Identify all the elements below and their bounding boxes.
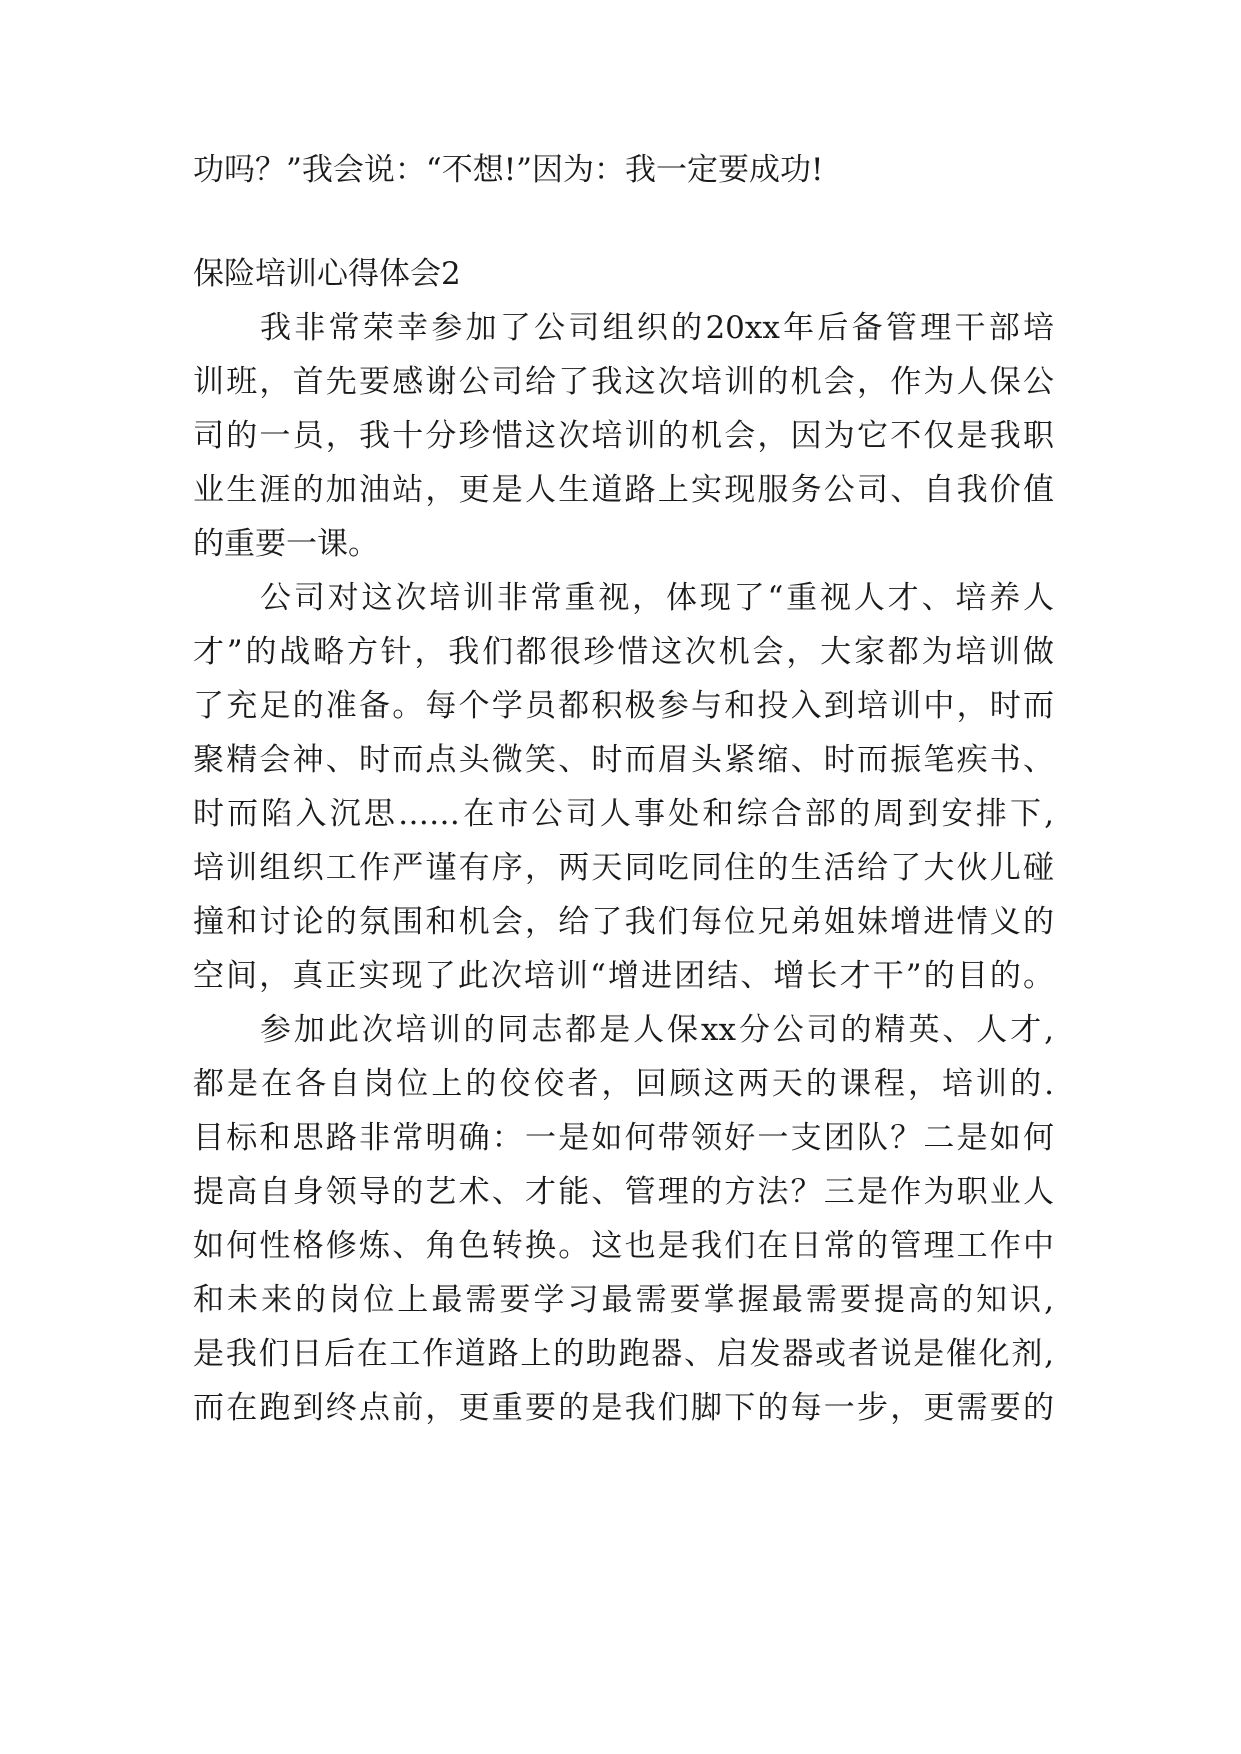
paragraph-line: 撞和讨论的氛围和机会，给了我们每位兄弟姐妹增进情义的 (193, 904, 1054, 940)
paragraph-line: 而在跑到终点前，更重要的是我们脚下的每一步，更需要的 (193, 1390, 1054, 1426)
paragraph-line: 了充足的准备。每个学员都积极参与和投入到培训中，时而 (193, 688, 1054, 724)
paragraph-line: 都是在各自岗位上的佼佼者，回顾这两天的课程，培训的. (193, 1066, 1054, 1102)
paragraph-line: 业生涯的加油站，更是人生道路上实现服务公司、自我价值 (193, 472, 1054, 508)
paragraph-line: 目标和思路非常明确：一是如何带领好一支团队？二是如何 (193, 1120, 1054, 1156)
paragraph-line: 空间，真正实现了此次培训“增进团结、增长才干”的目的。 (193, 958, 1054, 994)
section-heading: 保险培训心得体会2 (193, 256, 461, 292)
paragraph-line: 如何性格修炼、角色转换。这也是我们在日常的管理工作中 (193, 1228, 1054, 1264)
paragraph-line: 公司对这次培训非常重视，体现了“重视人才、培养人 (260, 580, 1054, 616)
paragraph-line: 我非常荣幸参加了公司组织的20xx年后备管理干部培 (260, 310, 1054, 346)
paragraph-line: 是我们日后在工作道路上的助跑器、启发器或者说是催化剂, (193, 1336, 1054, 1372)
paragraph-line: 训班，首先要感谢公司给了我这次培训的机会，作为人保公 (193, 364, 1054, 400)
paragraph-line: 和未来的岗位上最需要学习最需要掌握最需要提高的知识, (193, 1282, 1054, 1318)
paragraph-line: 的重要一课。 (193, 526, 379, 562)
paragraph-line: 提高自身领导的艺术、才能、管理的方法？三是作为职业人 (193, 1174, 1054, 1210)
paragraph-line: 功吗？”我会说：“不想!”因为：我一定要成功! (193, 152, 824, 188)
paragraph-line: 参加此次培训的同志都是人保xx分公司的精英、人才, (260, 1012, 1054, 1048)
paragraph-line: 司的一员，我十分珍惜这次培训的机会，因为它不仅是我职 (193, 418, 1054, 454)
paragraph-line: 聚精会神、时而点头微笑、时而眉头紧缩、时而振笔疾书、 (193, 742, 1054, 778)
paragraph-line: 才”的战略方针，我们都很珍惜这次机会，大家都为培训做 (193, 634, 1054, 670)
paragraph-line: 时而陷入沉思……在市公司人事处和综合部的周到安排下, (193, 796, 1054, 832)
paragraph-line: 培训组织工作严谨有序，两天同吃同住的生活给了大伙儿碰 (193, 850, 1054, 886)
